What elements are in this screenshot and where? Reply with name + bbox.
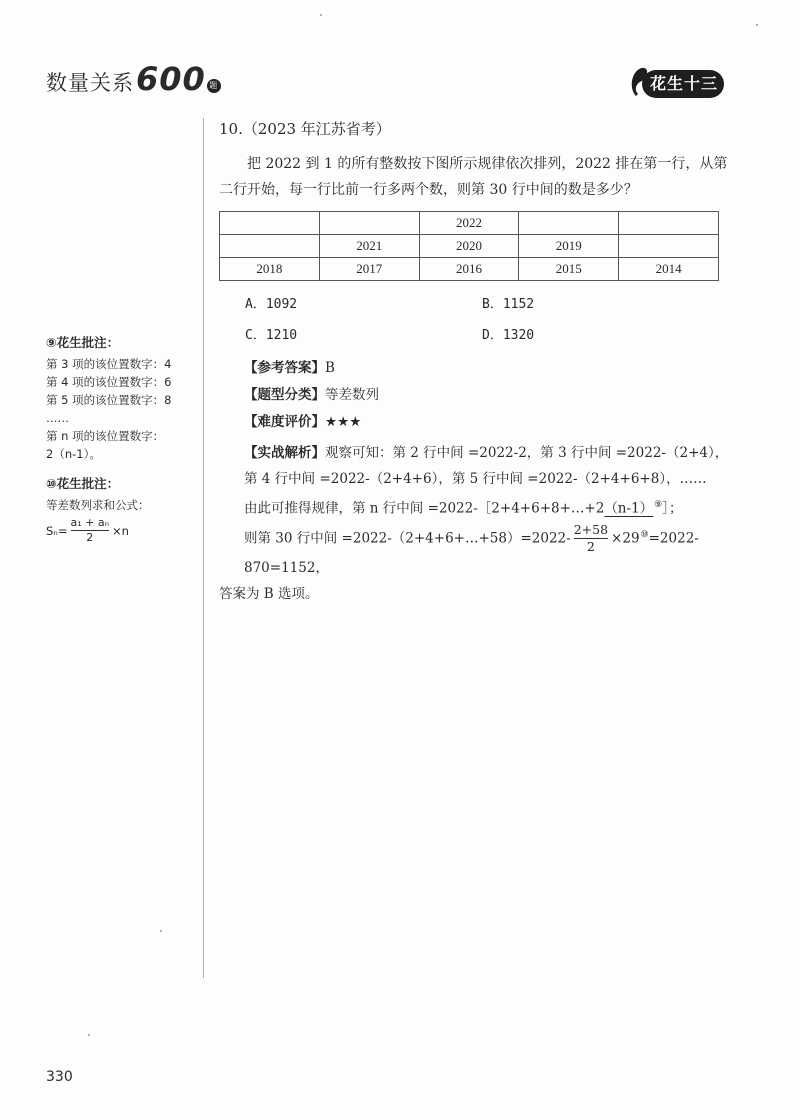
table-cell <box>619 212 719 235</box>
note-10-title: ⑩花生批注： <box>46 476 120 491</box>
option-c: C．1210 <box>245 328 298 343</box>
note-9 <box>46 333 171 463</box>
note-9-line: 第 5 项的该位置数字：8 <box>46 393 172 407</box>
difficulty <box>244 409 729 436</box>
table-cell <box>519 212 619 235</box>
analysis-line-4: 答案为 B 选项。 <box>219 586 319 602</box>
note-9-line: 第 4 项的该位置数字：6 <box>46 375 172 389</box>
question-type-value: 等差数列 <box>325 387 379 403</box>
reference-answer-label: 【参考答案】 <box>244 360 325 376</box>
note-marker-10: ⑩ <box>640 529 649 540</box>
question-type <box>244 382 729 409</box>
reference-answer <box>244 355 729 382</box>
analysis-text-3b: ×29 <box>611 530 640 546</box>
option-d: D．1320 <box>482 328 535 343</box>
scan-speck <box>320 14 322 16</box>
table-cell: 2014 <box>619 258 719 281</box>
analysis-label: 【实战解析】 <box>244 445 325 461</box>
table-cell <box>220 235 320 258</box>
table-row <box>220 235 719 258</box>
fraction-numerator: 2+58 <box>573 522 609 537</box>
option-b: B．1152 <box>482 297 535 312</box>
table-row <box>220 212 719 235</box>
option-a: A．1092 <box>245 297 298 312</box>
analysis-text-3c: =2022-870=1152， <box>244 530 699 576</box>
answer-block <box>244 355 729 436</box>
options <box>245 293 729 343</box>
table-cell: 2015 <box>519 258 619 281</box>
analysis-line-1 <box>194 440 729 492</box>
analysis-fraction <box>574 522 608 555</box>
scan-speck <box>88 1034 90 1036</box>
note-9-line: 第 n 项的该位置数字： <box>46 429 165 443</box>
analysis-text-2b: ］； <box>662 500 683 517</box>
analysis-text-2a: 由此可推得规律，第 n 行中间 =2022-［2+4+6+8+…+2 <box>244 500 605 517</box>
table-cell: 2022 <box>419 212 519 235</box>
book-title-text: 数量关系 <box>46 71 134 95</box>
table-cell <box>619 235 719 258</box>
formula-lhs: Sₙ= <box>46 523 68 538</box>
note-9-line: 第 3 项的该位置数字：4 <box>46 357 172 371</box>
formula-rhs: ×n <box>112 523 129 538</box>
table-row <box>220 258 719 281</box>
sum-formula <box>46 516 150 545</box>
analysis-text-2u: （n-1） <box>604 500 654 517</box>
book-title-suffix: 题 <box>207 79 221 93</box>
book-title-number: 600 <box>136 60 206 98</box>
table-cell: 2020 <box>419 235 519 258</box>
table-cell: 2017 <box>319 258 419 281</box>
question-label: 10.（2023 年江苏省考） <box>219 120 391 138</box>
formula-denominator: 2 <box>86 531 94 544</box>
book-title <box>46 60 221 98</box>
question-type-label: 【题型分类】 <box>244 387 325 403</box>
brand-logo <box>626 62 726 102</box>
reference-answer-value: B <box>325 360 335 376</box>
note-9-line: 2（n-1）。 <box>46 447 101 461</box>
scan-speck <box>756 24 758 26</box>
analysis-text-1: 观察可知：第 2 行中间 =2022-2，第 3 行中间 =2022-（2+4），第 4 行中间 =2022-（2+4+6），第 5 行中间 =2022-（2+4+6+8），…… <box>244 445 729 487</box>
table-cell <box>319 212 419 235</box>
note-9-line: …… <box>46 411 69 425</box>
formula-fraction <box>71 516 109 545</box>
table-cell: 2018 <box>220 258 320 281</box>
table-cell: 2019 <box>519 235 619 258</box>
note-marker-9: ⑨ <box>654 500 663 510</box>
note-9-title: ⑨花生批注： <box>46 335 120 350</box>
fraction-denominator: 2 <box>586 539 595 554</box>
margin-divider <box>203 118 204 978</box>
number-table <box>219 211 719 281</box>
table-cell: 2021 <box>319 235 419 258</box>
analysis-line-3 <box>219 522 729 582</box>
question-stem: 把 2022 到 1 的所有整数按下图所示规律依次排列，2022 排在第一行，从第二行开始，每一行比前一行多两个数，则第 30 行中间的数是多少？ <box>219 156 728 198</box>
page-number: 330 <box>46 1069 73 1085</box>
analysis-text-3a: 则第 30 行中间 =2022-（2+4+6+…+58）=2022- <box>244 530 571 546</box>
brand-text: 花生十三 <box>650 74 719 93</box>
formula-numerator: a₁ + aₙ <box>70 516 110 529</box>
note-10 <box>46 474 150 545</box>
table-cell: 2016 <box>419 258 519 281</box>
analysis-line-2 <box>219 492 729 522</box>
difficulty-stars: ★★★ <box>325 414 362 430</box>
analysis-block <box>219 440 729 607</box>
question-block <box>219 118 729 607</box>
table-cell <box>220 212 320 235</box>
note-10-line: 等差数列求和公式： <box>46 498 150 512</box>
scan-speck <box>160 930 162 932</box>
difficulty-label: 【难度评价】 <box>244 414 325 430</box>
